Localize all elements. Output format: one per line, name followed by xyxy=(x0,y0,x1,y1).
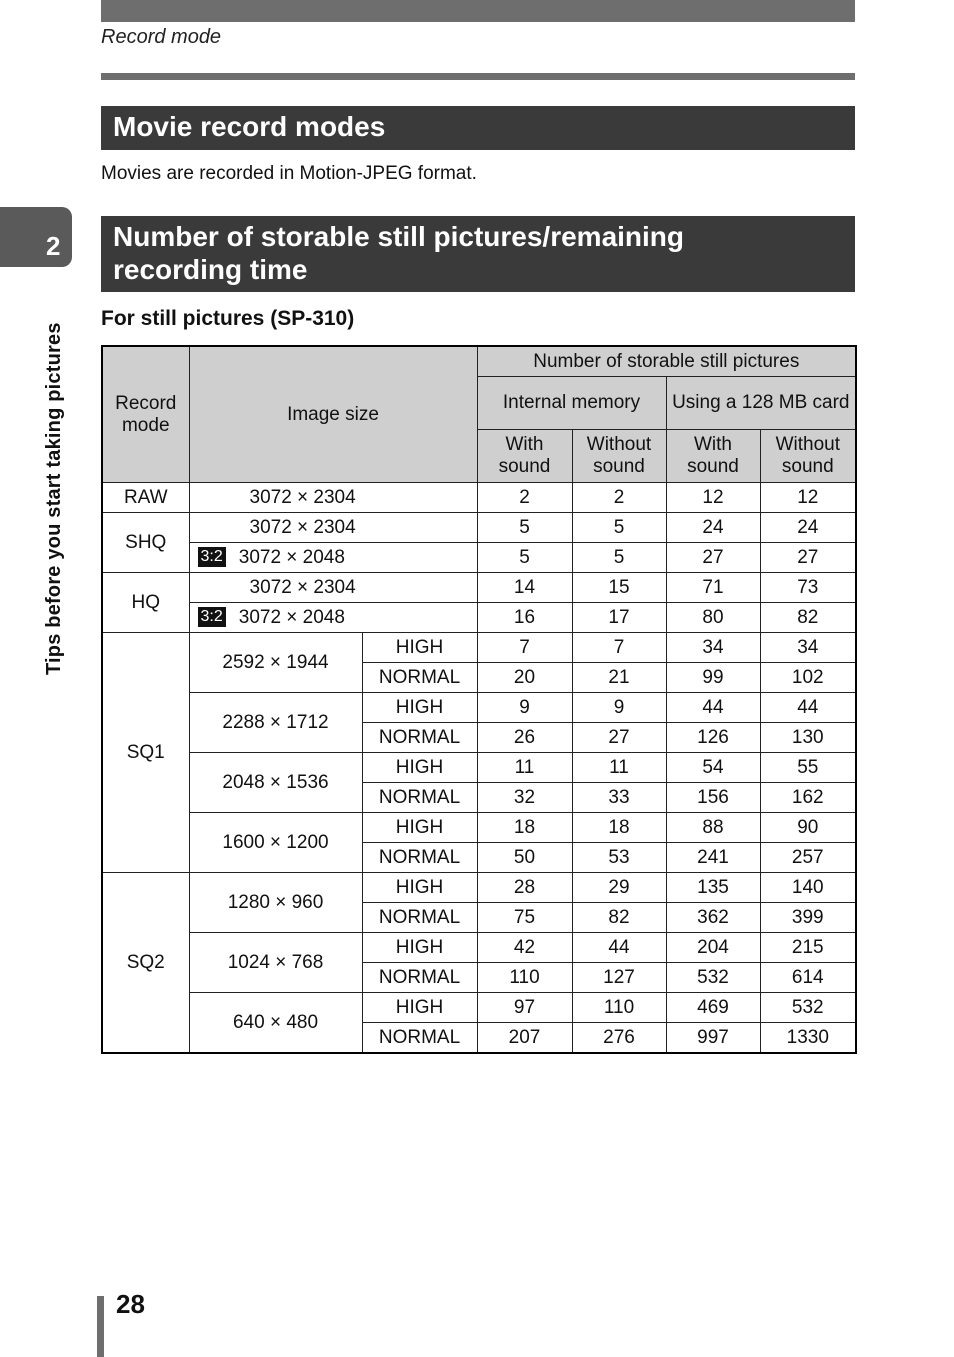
value-cell: 44 xyxy=(572,933,666,963)
value-cell: 82 xyxy=(572,903,666,933)
value-cell: 50 xyxy=(477,843,572,873)
quality-cell: HIGH xyxy=(362,753,477,783)
value-cell: 156 xyxy=(666,783,760,813)
value-cell: 110 xyxy=(477,963,572,993)
value-cell: 29 xyxy=(572,873,666,903)
aspect-3-2-badge: 3:2 xyxy=(198,607,226,627)
image-size-cell: 1280 × 960 xyxy=(189,873,362,933)
header-without-sound: Without sound xyxy=(760,430,856,483)
quality-cell: NORMAL xyxy=(362,1023,477,1054)
top-bar xyxy=(101,0,855,22)
storable-section-title xyxy=(101,216,855,292)
value-cell: 102 xyxy=(760,663,856,693)
value-cell: 80 xyxy=(666,603,760,633)
table-row xyxy=(102,513,856,543)
header-card: Using a 128 MB card xyxy=(666,377,856,430)
table-row xyxy=(102,813,856,843)
quality-cell: NORMAL xyxy=(362,963,477,993)
image-size-cell: 2048 × 1536 xyxy=(189,753,362,813)
value-cell: 135 xyxy=(666,873,760,903)
value-cell: 24 xyxy=(760,513,856,543)
quality-cell: NORMAL xyxy=(362,903,477,933)
value-cell: 53 xyxy=(572,843,666,873)
value-cell: 18 xyxy=(477,813,572,843)
value-cell: 17 xyxy=(572,603,666,633)
value-cell: 71 xyxy=(666,573,760,603)
value-cell: 7 xyxy=(477,633,572,663)
table-row xyxy=(102,543,856,573)
quality-cell: HIGH xyxy=(362,873,477,903)
value-cell: 11 xyxy=(572,753,666,783)
storable-title-line1: Number of storable still pictures/remaining xyxy=(113,221,685,252)
running-head: Record mode xyxy=(101,26,222,48)
table-row xyxy=(102,753,856,783)
chapter-tab xyxy=(0,207,72,267)
value-cell: 130 xyxy=(760,723,856,753)
value-cell: 34 xyxy=(666,633,760,663)
table-row xyxy=(102,573,856,603)
quality-cell: NORMAL xyxy=(362,663,477,693)
quality-cell: HIGH xyxy=(362,693,477,723)
value-cell: 207 xyxy=(477,1023,572,1054)
value-cell: 5 xyxy=(572,513,666,543)
image-size-cell: 3072 × 2304 xyxy=(189,483,477,513)
still-subhead: For still pictures (SP-310) xyxy=(101,307,355,330)
table-row xyxy=(102,483,856,513)
value-cell: 15 xyxy=(572,573,666,603)
value-cell: 34 xyxy=(760,633,856,663)
value-cell: 14 xyxy=(477,573,572,603)
image-size-cell: 1600 × 1200 xyxy=(189,813,362,873)
record-mode-cell: SQ2 xyxy=(102,873,189,1054)
value-cell: 16 xyxy=(477,603,572,633)
table-row xyxy=(102,693,856,723)
value-cell: 110 xyxy=(572,993,666,1023)
value-cell: 5 xyxy=(477,513,572,543)
value-cell: 99 xyxy=(666,663,760,693)
value-cell: 26 xyxy=(477,723,572,753)
storable-title-line2: recording time xyxy=(113,254,308,285)
value-cell: 399 xyxy=(760,903,856,933)
value-cell: 2 xyxy=(572,483,666,513)
value-cell: 469 xyxy=(666,993,760,1023)
storable-pictures-table xyxy=(101,345,857,1054)
record-mode-cell: RAW xyxy=(102,483,189,513)
image-size-cell: 3:2 3072 × 2048 xyxy=(189,603,477,633)
value-cell: 532 xyxy=(666,963,760,993)
value-cell: 140 xyxy=(760,873,856,903)
value-cell: 27 xyxy=(666,543,760,573)
record-mode-cell: HQ xyxy=(102,573,189,633)
value-cell: 28 xyxy=(477,873,572,903)
header-storable: Number of storable still pictures xyxy=(477,346,856,377)
table-row xyxy=(102,873,856,903)
table-row xyxy=(102,603,856,633)
value-cell: 1330 xyxy=(760,1023,856,1054)
table-row xyxy=(102,633,856,663)
value-cell: 5 xyxy=(477,543,572,573)
record-mode-cell: SHQ xyxy=(102,513,189,573)
page-number-bar xyxy=(97,1296,104,1357)
value-cell: 2 xyxy=(477,483,572,513)
value-cell: 82 xyxy=(760,603,856,633)
value-cell: 241 xyxy=(666,843,760,873)
image-size-cell: 3:2 3072 × 2048 xyxy=(189,543,477,573)
image-size-cell: 2288 × 1712 xyxy=(189,693,362,753)
table-row xyxy=(102,933,856,963)
value-cell: 11 xyxy=(477,753,572,783)
value-cell: 33 xyxy=(572,783,666,813)
quality-cell: NORMAL xyxy=(362,723,477,753)
image-size-cell: 640 × 480 xyxy=(189,993,362,1054)
table-row xyxy=(102,993,856,1023)
value-cell: 162 xyxy=(760,783,856,813)
value-cell: 215 xyxy=(760,933,856,963)
value-cell: 21 xyxy=(572,663,666,693)
value-cell: 44 xyxy=(760,693,856,723)
value-cell: 127 xyxy=(572,963,666,993)
movie-text: Movies are recorded in Motion-JPEG format. xyxy=(101,163,477,184)
page-number: 28 xyxy=(116,1289,145,1319)
quality-cell: HIGH xyxy=(362,633,477,663)
value-cell: 90 xyxy=(760,813,856,843)
value-cell: 362 xyxy=(666,903,760,933)
header-internal-memory: Internal memory xyxy=(477,377,666,430)
header-image-size: Image size xyxy=(189,346,477,483)
quality-cell: NORMAL xyxy=(362,783,477,813)
value-cell: 12 xyxy=(666,483,760,513)
value-cell: 44 xyxy=(666,693,760,723)
image-size-cell: 1024 × 768 xyxy=(189,933,362,993)
value-cell: 27 xyxy=(572,723,666,753)
value-cell: 204 xyxy=(666,933,760,963)
value-cell: 5 xyxy=(572,543,666,573)
header-with-sound: With sound xyxy=(666,430,760,483)
header-record-mode: Record mode xyxy=(102,346,189,483)
value-cell: 88 xyxy=(666,813,760,843)
value-cell: 20 xyxy=(477,663,572,693)
image-size-cell: 2592 × 1944 xyxy=(189,633,362,693)
value-cell: 9 xyxy=(572,693,666,723)
record-mode-cell: SQ1 xyxy=(102,633,189,873)
image-size-cell: 3072 × 2304 xyxy=(189,573,477,603)
image-size-cell: 3072 × 2304 xyxy=(189,513,477,543)
value-cell: 32 xyxy=(477,783,572,813)
chapter-number: 2 xyxy=(46,231,61,261)
quality-cell: HIGH xyxy=(362,993,477,1023)
value-cell: 97 xyxy=(477,993,572,1023)
value-cell: 9 xyxy=(477,693,572,723)
value-cell: 12 xyxy=(760,483,856,513)
aspect-3-2-badge: 3:2 xyxy=(198,547,226,567)
value-cell: 997 xyxy=(666,1023,760,1054)
chapter-title: Tips before you start taking pictures xyxy=(43,322,65,675)
value-cell: 126 xyxy=(666,723,760,753)
header-with-sound: With sound xyxy=(477,430,572,483)
value-cell: 73 xyxy=(760,573,856,603)
value-cell: 42 xyxy=(477,933,572,963)
value-cell: 257 xyxy=(760,843,856,873)
header-without-sound: Without sound xyxy=(572,430,666,483)
value-cell: 55 xyxy=(760,753,856,783)
movie-section-title: Movie record modes xyxy=(101,106,855,150)
value-cell: 18 xyxy=(572,813,666,843)
value-cell: 27 xyxy=(760,543,856,573)
header-rule xyxy=(101,73,855,80)
value-cell: 7 xyxy=(572,633,666,663)
quality-cell: NORMAL xyxy=(362,843,477,873)
value-cell: 75 xyxy=(477,903,572,933)
value-cell: 24 xyxy=(666,513,760,543)
value-cell: 532 xyxy=(760,993,856,1023)
value-cell: 614 xyxy=(760,963,856,993)
quality-cell: HIGH xyxy=(362,813,477,843)
value-cell: 54 xyxy=(666,753,760,783)
value-cell: 276 xyxy=(572,1023,666,1054)
quality-cell: HIGH xyxy=(362,933,477,963)
